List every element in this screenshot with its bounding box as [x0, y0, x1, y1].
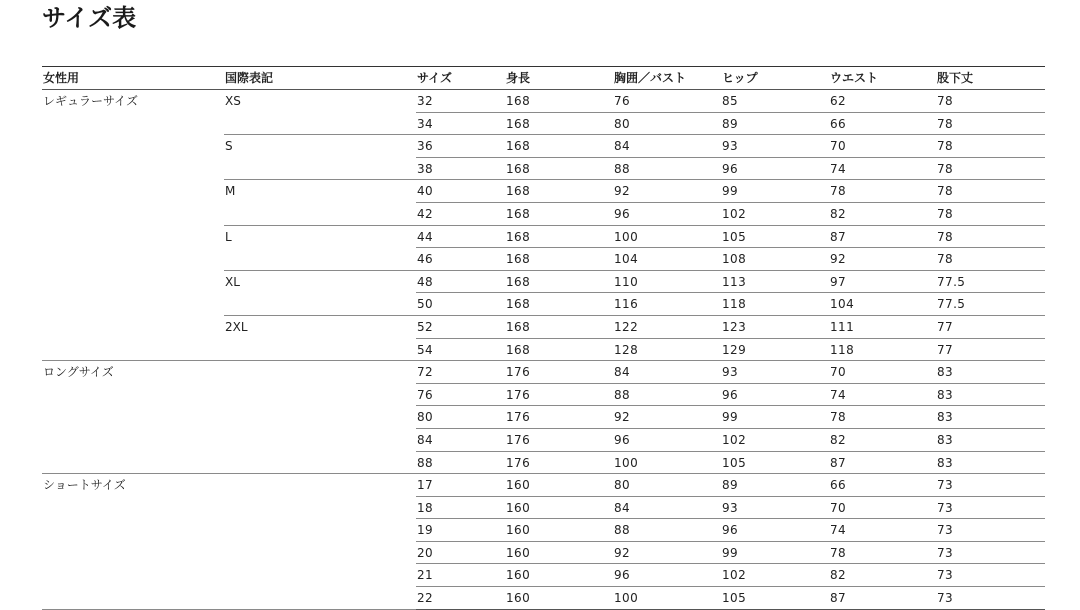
table-row	[42, 451, 1045, 474]
international-size-cell	[224, 587, 416, 610]
waist-cell: 111	[829, 315, 936, 338]
inseam-cell: 73	[936, 564, 1045, 587]
height-cell: 168	[505, 338, 613, 361]
waist-cell: 74	[829, 157, 936, 180]
international-size-cell	[224, 202, 416, 225]
table-row	[42, 225, 1045, 248]
height-cell: 168	[505, 202, 613, 225]
hip-cell: 105	[721, 587, 829, 610]
international-size-cell: XL	[225, 274, 240, 289]
size-cell: 50	[416, 293, 505, 316]
hip-cell: 129	[721, 338, 829, 361]
inseam-cell: 83	[936, 451, 1045, 474]
size-table	[42, 66, 1045, 610]
category-cell	[42, 428, 224, 451]
height-cell: 160	[505, 587, 613, 610]
bust-cell: 100	[613, 225, 721, 248]
hip-cell: 105	[721, 451, 829, 474]
waist-cell: 82	[829, 428, 936, 451]
waist-cell: 74	[829, 383, 936, 406]
table-row	[42, 180, 1045, 203]
international-size-cell: M	[225, 184, 236, 199]
height-cell: 160	[505, 564, 613, 587]
category-cell	[42, 338, 224, 361]
waist-cell: 82	[829, 202, 936, 225]
inseam-cell: 83	[936, 383, 1045, 406]
international-size-cell	[224, 496, 416, 519]
waist-cell: 87	[829, 587, 936, 610]
bust-cell: 128	[613, 338, 721, 361]
hip-cell: 99	[721, 541, 829, 564]
hip-cell: 89	[721, 112, 829, 135]
table-header-row	[42, 67, 1045, 90]
inseam-cell: 73	[936, 541, 1045, 564]
category-cell	[42, 225, 224, 248]
international-size-cell	[224, 564, 416, 587]
international-size-cell	[224, 248, 416, 271]
height-cell: 176	[505, 361, 613, 384]
waist-cell: 78	[829, 541, 936, 564]
category-cell	[42, 180, 224, 203]
table-row	[42, 383, 1045, 406]
category-cell	[42, 202, 224, 225]
waist-cell: 82	[829, 564, 936, 587]
international-size-cell: L	[225, 229, 232, 244]
table-row	[42, 428, 1045, 451]
table-row	[42, 248, 1045, 271]
height-cell: 168	[505, 315, 613, 338]
bust-cell: 88	[613, 157, 721, 180]
header-category: 女性用	[42, 67, 224, 90]
hip-cell: 113	[721, 270, 829, 293]
inseam-cell: 73	[936, 587, 1045, 610]
bust-cell: 84	[613, 135, 721, 158]
table-row	[42, 315, 1045, 338]
waist-cell: 87	[829, 225, 936, 248]
size-cell: 32	[416, 90, 505, 113]
bust-cell: 80	[613, 112, 721, 135]
height-cell: 168	[505, 112, 613, 135]
height-cell: 176	[505, 428, 613, 451]
inseam-cell: 78	[936, 248, 1045, 271]
waist-cell: 66	[829, 474, 936, 497]
size-cell: 80	[416, 406, 505, 429]
bust-cell: 116	[613, 293, 721, 316]
bust-cell: 122	[613, 315, 721, 338]
inseam-cell: 73	[936, 474, 1045, 497]
inseam-cell: 77	[936, 338, 1045, 361]
height-cell: 160	[505, 541, 613, 564]
size-cell: 42	[416, 202, 505, 225]
category-cell: レギュラーサイズ	[43, 94, 139, 108]
size-cell: 46	[416, 248, 505, 271]
inseam-cell: 78	[936, 202, 1045, 225]
table-row	[42, 496, 1045, 519]
page-title: サイズ表	[42, 4, 137, 32]
table-row	[42, 406, 1045, 429]
waist-cell: 66	[829, 112, 936, 135]
category-cell	[42, 157, 224, 180]
inseam-cell: 78	[936, 112, 1045, 135]
bust-cell: 76	[613, 90, 721, 113]
bust-cell: 88	[613, 519, 721, 542]
category-cell	[42, 270, 224, 293]
hip-cell: 108	[721, 248, 829, 271]
table-row	[42, 293, 1045, 316]
inseam-cell: 73	[936, 519, 1045, 542]
size-cell: 21	[416, 564, 505, 587]
international-size-cell	[224, 451, 416, 474]
height-cell: 176	[505, 451, 613, 474]
table-row	[42, 135, 1045, 158]
category-cell	[42, 519, 224, 542]
bust-cell: 96	[613, 202, 721, 225]
category-cell	[42, 496, 224, 519]
international-size-cell: XS	[225, 94, 241, 108]
international-size-cell	[224, 293, 416, 316]
inseam-cell: 83	[936, 361, 1045, 384]
bust-cell: 96	[613, 428, 721, 451]
category-cell	[42, 315, 224, 338]
category-cell	[42, 383, 224, 406]
category-cell	[42, 112, 224, 135]
waist-cell: 118	[829, 338, 936, 361]
size-cell: 19	[416, 519, 505, 542]
inseam-cell: 78	[936, 157, 1045, 180]
waist-cell: 70	[829, 135, 936, 158]
header-bust: 胸囲／バスト	[613, 67, 721, 90]
waist-cell: 78	[829, 406, 936, 429]
size-cell: 34	[416, 112, 505, 135]
hip-cell: 105	[721, 225, 829, 248]
height-cell: 176	[505, 383, 613, 406]
size-cell: 40	[416, 180, 505, 203]
international-size-cell	[224, 157, 416, 180]
header-waist: ウエスト	[829, 67, 936, 90]
size-cell: 20	[416, 541, 505, 564]
bust-cell: 92	[613, 180, 721, 203]
category-cell	[42, 135, 224, 158]
hip-cell: 96	[721, 157, 829, 180]
bust-cell: 110	[613, 270, 721, 293]
bust-cell: 92	[613, 406, 721, 429]
international-size-cell	[224, 541, 416, 564]
bust-cell: 84	[613, 361, 721, 384]
header-size: サイズ	[416, 67, 505, 90]
international-size-cell	[224, 406, 416, 429]
hip-cell: 118	[721, 293, 829, 316]
category-cell	[42, 406, 224, 429]
hip-cell: 96	[721, 383, 829, 406]
size-cell: 52	[416, 315, 505, 338]
height-cell: 160	[505, 474, 613, 497]
hip-cell: 93	[721, 135, 829, 158]
table-row	[42, 361, 1045, 384]
international-size-cell: S	[225, 139, 233, 154]
bust-cell: 104	[613, 248, 721, 271]
waist-cell: 70	[829, 496, 936, 519]
international-size-cell	[224, 383, 416, 406]
size-cell: 18	[416, 496, 505, 519]
table-row	[42, 112, 1045, 135]
height-cell: 160	[505, 519, 613, 542]
category-cell: ショートサイズ	[43, 478, 126, 493]
inseam-cell: 78	[936, 135, 1045, 158]
height-cell: 168	[505, 180, 613, 203]
inseam-cell: 78	[936, 225, 1045, 248]
inseam-cell: 83	[936, 406, 1045, 429]
height-cell: 160	[505, 496, 613, 519]
header-inseam: 股下丈	[936, 67, 1045, 90]
height-cell: 168	[505, 248, 613, 271]
height-cell: 168	[505, 270, 613, 293]
size-cell: 54	[416, 338, 505, 361]
table-row	[42, 474, 1045, 497]
height-cell: 168	[505, 90, 613, 113]
table-row	[42, 202, 1045, 225]
hip-cell: 102	[721, 564, 829, 587]
inseam-cell: 77.5	[936, 270, 1045, 293]
bust-cell: 92	[613, 541, 721, 564]
international-size-cell	[224, 112, 416, 135]
inseam-cell: 77.5	[936, 293, 1045, 316]
hip-cell: 102	[721, 428, 829, 451]
category-cell: ロングサイズ	[43, 365, 114, 380]
category-cell	[42, 451, 224, 474]
table-row	[42, 564, 1045, 587]
height-cell: 168	[505, 135, 613, 158]
size-cell: 22	[416, 587, 505, 610]
table-row	[42, 338, 1045, 361]
size-cell: 36	[416, 135, 505, 158]
international-size-cell: 2XL	[225, 319, 248, 334]
waist-cell: 62	[829, 90, 936, 113]
hip-cell: 123	[721, 315, 829, 338]
table-row	[42, 270, 1045, 293]
size-cell: 72	[416, 361, 505, 384]
size-cell: 48	[416, 270, 505, 293]
waist-cell: 78	[829, 180, 936, 203]
international-size-cell	[224, 519, 416, 542]
header-height: 身長	[505, 67, 613, 90]
category-cell	[42, 293, 224, 316]
table-row	[42, 541, 1045, 564]
bust-cell: 88	[613, 383, 721, 406]
table-row	[42, 587, 1045, 610]
size-cell: 44	[416, 225, 505, 248]
hip-cell: 99	[721, 406, 829, 429]
waist-cell: 97	[829, 270, 936, 293]
bust-cell: 100	[613, 587, 721, 610]
height-cell: 176	[505, 406, 613, 429]
size-cell: 38	[416, 157, 505, 180]
table-body	[42, 90, 1045, 610]
hip-cell: 96	[721, 519, 829, 542]
category-cell	[42, 587, 224, 610]
international-size-cell	[224, 474, 416, 497]
inseam-cell: 73	[936, 496, 1045, 519]
category-cell	[42, 248, 224, 271]
waist-cell: 92	[829, 248, 936, 271]
size-cell: 17	[416, 474, 505, 497]
table-row	[42, 90, 1045, 113]
international-size-cell	[224, 338, 416, 361]
bust-cell: 100	[613, 451, 721, 474]
bust-cell: 80	[613, 474, 721, 497]
inseam-cell: 78	[936, 180, 1045, 203]
header-hip: ヒップ	[721, 67, 829, 90]
table-row	[42, 157, 1045, 180]
size-cell: 76	[416, 383, 505, 406]
size-cell: 88	[416, 451, 505, 474]
bust-cell: 84	[613, 496, 721, 519]
hip-cell: 85	[721, 90, 829, 113]
hip-cell: 93	[721, 361, 829, 384]
header-international: 国際表記	[224, 67, 416, 90]
height-cell: 168	[505, 225, 613, 248]
waist-cell: 74	[829, 519, 936, 542]
hip-cell: 93	[721, 496, 829, 519]
waist-cell: 104	[829, 293, 936, 316]
category-cell	[42, 564, 224, 587]
inseam-cell: 77	[936, 315, 1045, 338]
size-cell: 84	[416, 428, 505, 451]
waist-cell: 70	[829, 361, 936, 384]
height-cell: 168	[505, 157, 613, 180]
hip-cell: 89	[721, 474, 829, 497]
hip-cell: 99	[721, 180, 829, 203]
table-row	[42, 519, 1045, 542]
inseam-cell: 78	[936, 90, 1045, 113]
height-cell: 168	[505, 293, 613, 316]
inseam-cell: 83	[936, 428, 1045, 451]
bust-cell: 96	[613, 564, 721, 587]
international-size-cell	[224, 428, 416, 451]
hip-cell: 102	[721, 202, 829, 225]
waist-cell: 87	[829, 451, 936, 474]
category-cell	[42, 541, 224, 564]
international-size-cell	[224, 361, 416, 384]
